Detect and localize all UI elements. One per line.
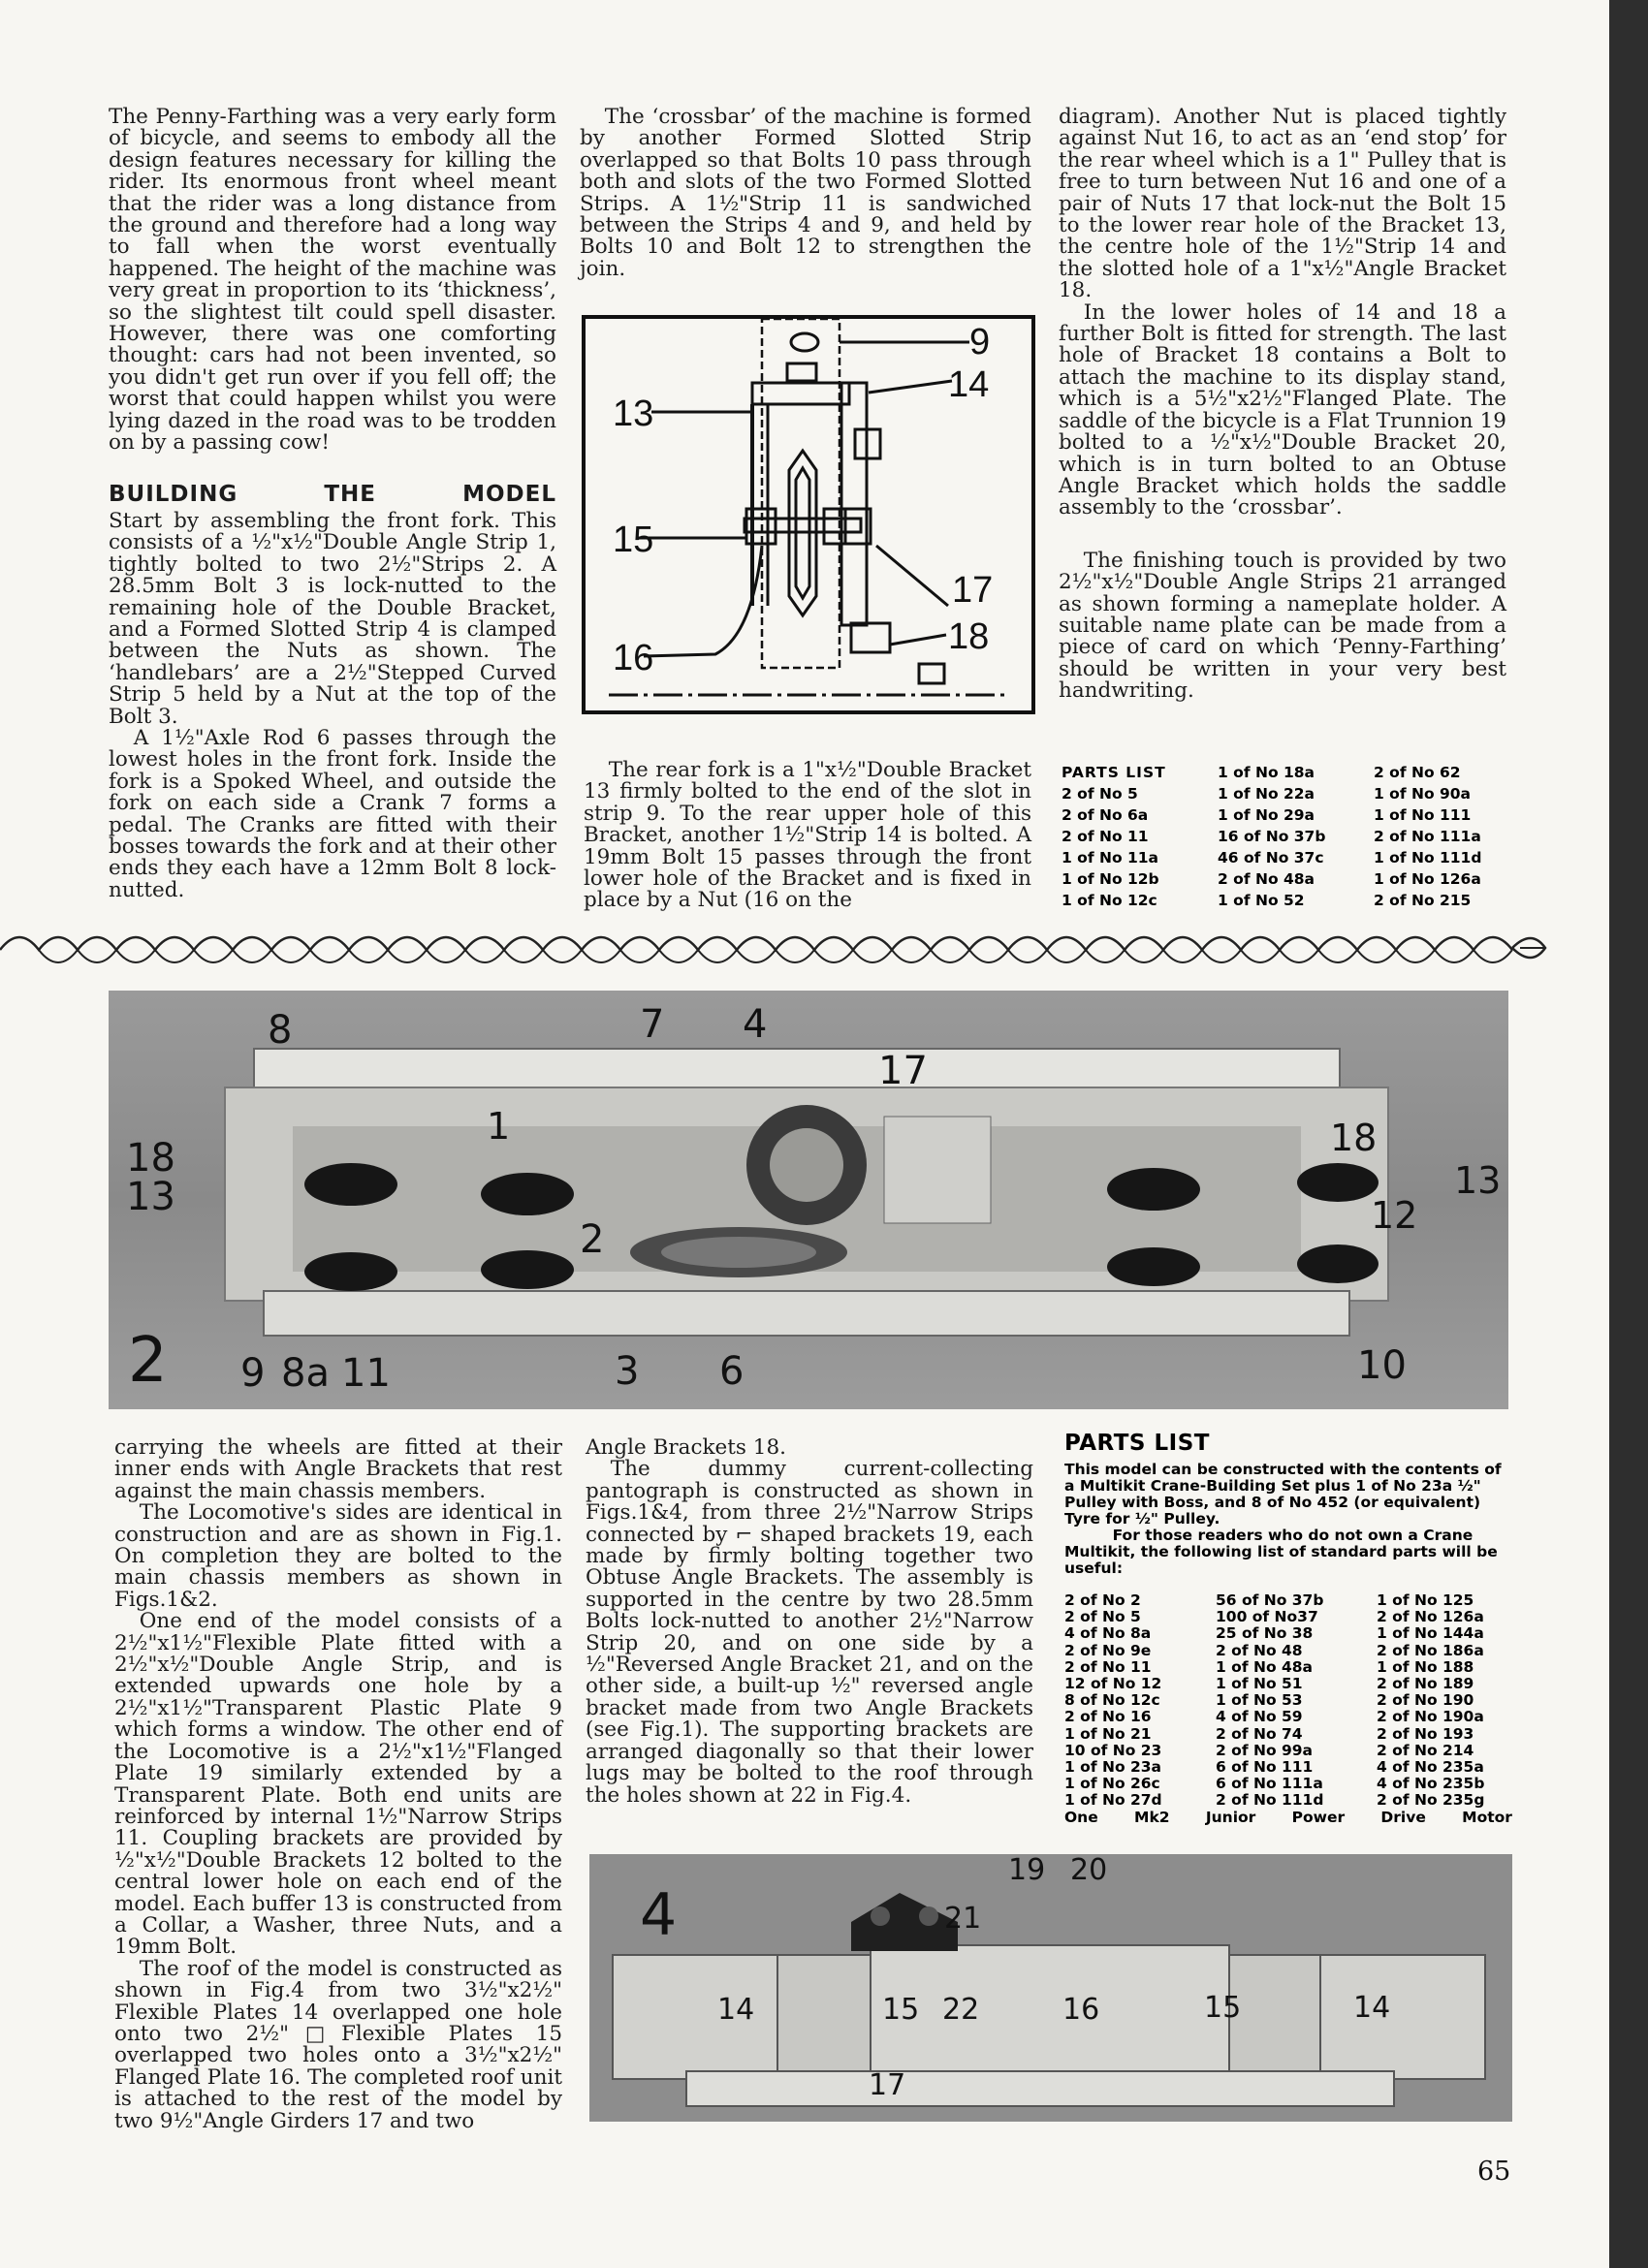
part-item: 1 of No 51 (1216, 1675, 1303, 1693)
part-item: 2 of No 5 (1062, 785, 1138, 803)
nameplate-paragraph: The finishing touch is provided by two 2½"x½"Double Angle Strips 21 arranged as shown forming a nameplate holder. A suitable name plate can be made from a piece of card on which ‘Penny-Farthing’ should be written in your very best handwriting. (1059, 548, 1506, 704)
part-item: 2 of No 2 (1064, 1591, 1141, 1609)
axle-rod-paragraph: A 1½"Axle Rod 6 passes through the lowest holes in the front fork. Inside the fork is a Spoked Wheel, and outside the fork on each side a Crank 7 forms a pedal. The Cranks are fitted with their bosses towards the fork and at their other ends they each have a 12mm Bolt 8 lock-nutted. (109, 725, 556, 902)
figure-number: 2 (128, 1325, 168, 1397)
part-item: 1 of No 53 (1216, 1691, 1303, 1710)
wheels-paragraph: carrying the wheels are fitted at their inner ends with Angle Brackets that rest against the main chassis members. (114, 1435, 562, 1503)
diagram-label: 15 (613, 520, 654, 560)
page-edge-shadow (1609, 0, 1648, 2268)
angle-brackets-line: Angle Brackets 18. (586, 1435, 786, 1460)
part-item: 4 of No 235a (1377, 1758, 1484, 1777)
parts-list-bottom (1064, 1431, 1512, 1826)
part-item: 1 of No 90a (1374, 785, 1472, 803)
part-item: 1 of No 18a (1218, 764, 1315, 781)
diagram-label: 18 (948, 616, 990, 657)
part-item: 2 of No 111a (1374, 828, 1481, 845)
part-item: 1 of No 111 (1374, 806, 1472, 824)
diagram-label: 13 (613, 394, 654, 434)
fig2-label: 13 (1454, 1159, 1502, 1202)
fig2-label: 3 (615, 1349, 640, 1394)
sides-paragraph: The Locomotive's sides are identical in construction and are as shown in Fig.1. On completion they are bolted to the main chassis members as shown in Figs.1&2. (114, 1500, 562, 1612)
fig2-label: 2 (580, 1217, 605, 1262)
fig4-label: 17 (869, 2068, 906, 2102)
fig4-label: 15 (1204, 1991, 1242, 2025)
fig4-label: 15 (882, 1993, 920, 2027)
part-item: 1 of No 48a (1216, 1657, 1314, 1676)
column-1-bottom (114, 1437, 562, 2132)
figure-2-photo (109, 991, 1508, 1409)
intro-paragraph: The Penny-Farthing was a very early form of bicycle, and seems to embody all the design features necessary for killing the rider. Its enormous front wheel meant that the rider was a long distance from the ground and therefore had a long way to fall when the worst eventually happened. The height of the machine was very great in proportion to its ‘thickness’, so the slightest tilt could spell disaster. However, there was one comforting thought: cars had not been invented, so you didn't get run over if you fell off; the worst that could happen whilst you were lying dazed in the road was to be trodden on by a passing cow! (109, 105, 556, 456)
fig4-label: 16 (1062, 1993, 1100, 2027)
part-item: 4 of No 235b (1377, 1775, 1485, 1793)
fig4-label: 21 (944, 1902, 982, 1936)
crossbar-paragraph: The ‘crossbar’ of the machine is formed by another Formed Slotted Strip overlapped so that Bolts 10 pass through both and slots of the two Formed Slotted Strips. A 1½"Strip 11 is sandwiched between the Strips 4 and 9, and held by Bolts 10 and Bolt 12 to strengthen the join. (580, 105, 1031, 281)
part-item: 16 of No 37b (1218, 828, 1326, 845)
column-3-top (1059, 107, 1506, 703)
column-2-top-a (580, 107, 1031, 280)
part-item: 2 of No 11 (1064, 1657, 1152, 1676)
fig2-label: 18 (1330, 1117, 1378, 1159)
diagram-label: 17 (952, 570, 994, 611)
fig4-label: 22 (942, 1993, 980, 2027)
part-item: 2 of No 189 (1377, 1675, 1474, 1693)
column-1-top (109, 107, 556, 901)
part-item: 2 of No 9e (1064, 1641, 1152, 1659)
part-item: 2 of No 214 (1377, 1741, 1474, 1759)
part-item: 1 of No 11a (1062, 849, 1159, 866)
nut-paragraph: diagram). Another Nut is placed tightly against Nut 16, to act as an ‘end stop’ for the rear wheel which is a 1" Pulley that is free to turn between Nut 16 and one of a pair of Nuts 17 that lock-nut the Bolt 15 to the lower rear hole of the Bracket 13, the centre hole of the 1½"Strip 14 and the slotted hole of a 1"x½"Angle Bracket 18. (1059, 105, 1506, 303)
part-item: 2 of No 5 (1064, 1608, 1141, 1626)
rear-fork-diagram (582, 315, 1035, 714)
part-item: 2 of No 16 (1064, 1708, 1152, 1726)
part-item: 1 of No 12c (1062, 892, 1157, 909)
part-item: 2 of No 215 (1374, 892, 1472, 909)
part-item: 4 of No 8a (1064, 1624, 1152, 1643)
fig2-label: 13 (126, 1175, 175, 1219)
saddle-paragraph: In the lower holes of 14 and 18 a further Bolt is fitted for strength. The last hole of Bracket 18 contains a Bolt to attach the machine to its display stand, which is a 5½"x2½"Flanged Plate. The saddle of the bicycle is a Flat Trunnion 19 bolted to a ½"x½"Double Bracket 20, which is in turn bolted to an Obtuse Angle Bracket which holds the saddle assembly to the ‘crossbar’. (1059, 299, 1506, 520)
part-item: 25 of No 38 (1216, 1624, 1314, 1643)
parts-column (1216, 1592, 1371, 1810)
part-item: 1 of No 26c (1064, 1775, 1160, 1793)
part-item: 10 of No 23 (1064, 1741, 1162, 1759)
figure-number: 4 (640, 1881, 678, 1949)
fig2-label: 1 (487, 1105, 511, 1148)
part-item: 1 of No 111d (1374, 849, 1482, 866)
part-item: 2 of No 6a (1062, 806, 1149, 824)
decorative-divider (0, 921, 1570, 979)
diagram-label: 16 (613, 638, 654, 678)
part-item: 1 of No 23a (1064, 1758, 1162, 1777)
end-units-paragraph: One end of the model consists of a 2½"x1½"Flexible Plate fitted with a 2½"x½"Double Angle Strip, and is extended upwards one hole by a 2½"x1½"Transparent Plastic Plate 9 which forms a window. The other end of the Locomotive is a 2½"x1½"Flanged Plate 19 similarly extended by a Transparent Plate. Both end units are reinforced by internal 1½"Narrow Strips 11. Coupling brackets are provided by ½"x½"Double Brackets 12 bolted to the central lower hole on each end of the model. Each buffer 13 is constructed from a Collar, a Washer, three Nuts, and a 19mm Bolt. (114, 1609, 562, 1960)
parts-list-top (1062, 762, 1509, 911)
pantograph-paragraph: The dummy current-collecting pantograph is constructed as shown in Figs.1&4, from three 2½"Narrow Strips connected by ⌐ shaped brackets 19, each made by firmly bolting together two Obtuse Angle Brackets. The assembly is supported in the centre by two 28.5mm Bolts lock-nutted to another 2½"Narrow Strip 20, and on one side by a ½"Reversed Angle Bracket 21, and on the other side, a built-up ½" reversed angle bracket made from two Angle Brackets (see Fig.1). The supporting brackets are arranged diagonally so that their lower lugs may be bolted to the roof through the holes shown at 22 in Fig.4. (586, 1457, 1033, 1808)
part-item: 6 of No 111 (1216, 1758, 1314, 1777)
parts-column (1377, 1592, 1512, 1810)
fig2-label: 12 (1371, 1194, 1418, 1237)
part-item: 2 of No 74 (1216, 1724, 1303, 1743)
part-item: 1 of No 21 (1064, 1724, 1152, 1743)
fig2-label: 4 (743, 1002, 768, 1047)
part-item: 2 of No 48a (1218, 870, 1315, 888)
part-item: 2 of No 235g (1377, 1791, 1485, 1810)
diagram-label: 14 (948, 364, 990, 405)
fig2-label: 17 (878, 1049, 928, 1093)
part-item: 2 of No 186a (1377, 1641, 1484, 1659)
part-item: 2 of No 190a (1377, 1708, 1484, 1726)
part-item: 1 of No 126a (1374, 870, 1481, 888)
part-item: 1 of No 22a (1218, 785, 1315, 803)
fig2-label: 8a (281, 1351, 330, 1396)
fig4-label: 20 (1070, 1853, 1108, 1887)
front-fork-paragraph: Start by assembling the front fork. This consists of a ½"x½"Double Angle Strip 1, tightly bolted to two 2½"Strips 2. A 28.5mm Bolt 3 is lock-nutted to the remaining hole of the Double Bracket, and a Formed Slotted Strip 4 is clamped between the Nuts as shown. The ‘handlebars’ are a 2½"Stepped Curved Strip 5 held by a Nut at the top of the Bolt 3. (109, 508, 556, 729)
part-item: 56 of No 37b (1216, 1591, 1324, 1609)
part-item: 6 of No 111a (1216, 1775, 1323, 1793)
fig2-label: 6 (719, 1349, 745, 1394)
fig2-label: 8 (268, 1008, 293, 1053)
part-item: 1 of No 52 (1218, 892, 1305, 909)
page-number: 65 (1477, 2157, 1511, 2187)
part-item: 2 of No 126a (1377, 1608, 1484, 1626)
parts-note: For those readers who do not own a Crane Multikit, the following list of standard parts will be useful: (1064, 1527, 1498, 1577)
part-item: 100 of No37 (1216, 1608, 1318, 1626)
fig2-label: 11 (341, 1351, 391, 1396)
parts-list-heading: PARTS LIST (1064, 1431, 1210, 1456)
part-item: 2 of No 99a (1216, 1741, 1314, 1759)
column-2-bottom (586, 1437, 1033, 1807)
fig4-label: 14 (717, 1993, 755, 2027)
part-item: 1 of No 188 (1377, 1657, 1474, 1676)
fig2-label: 18 (126, 1136, 175, 1181)
rear-fork-paragraph: The rear fork is a 1"x½"Double Bracket 13 firmly bolted to the end of the slot in strip 9. To the rear upper hole of this Bracket, another 1½"Strip 14 is bolted. A 19mm Bolt 15 passes through the front lower hole of the Bracket and is fixed in place by a Nut (16 on the (584, 758, 1031, 913)
part-item: 1 of No 27d (1064, 1791, 1162, 1810)
fig2-label: 7 (640, 1002, 665, 1047)
parts-footer: One Mk2 Junior Power Drive Motor (1064, 1808, 1512, 1826)
part-item: 8 of No 12c (1064, 1691, 1160, 1710)
parts-note: This model can be constructed with the contents of a Multikit Crane-Building Set plus 1 of No 23a ½" Pulley with Boss, and 8 of No 452 (or equivalent) Tyre for ½" Pulley. (1064, 1461, 1502, 1528)
part-item: 2 of No 62 (1374, 764, 1461, 781)
fig4-label: 19 (1008, 1853, 1046, 1887)
part-item: 2 of No 11 (1062, 828, 1149, 845)
part-item: 46 of No 37c (1218, 849, 1324, 866)
parts-column (1064, 1592, 1210, 1810)
column-2-top-b (584, 760, 1031, 912)
parts-list-title: PARTS LIST (1062, 764, 1166, 781)
fig2-label: 9 (240, 1351, 266, 1396)
part-item: 1 of No 144a (1377, 1624, 1484, 1643)
fig4-label: 14 (1353, 1991, 1391, 2025)
fig2-label: 10 (1357, 1343, 1407, 1388)
roof-paragraph: The roof of the model is constructed as shown in Fig.4 from two 3½"x2½" Flexible Plates 14 overlapped one hole onto two 2½"□Flexible Plates 15 overlapped two holes onto a 3½"x2½" Flanged Plate 16. The completed roof unit is attached to the rest of the model by two 9½"Angle Girders 17 and two (114, 1956, 562, 2133)
part-item: 1 of No 29a (1218, 806, 1315, 824)
part-item: 2 of No 48 (1216, 1641, 1303, 1659)
part-item: 1 of No 125 (1377, 1591, 1474, 1609)
diagram-label: 9 (969, 322, 991, 362)
part-item: 2 of No 193 (1377, 1724, 1474, 1743)
part-item: 2 of No 111d (1216, 1791, 1324, 1810)
part-item: 1 of No 12b (1062, 870, 1159, 888)
part-item: 2 of No 190 (1377, 1691, 1474, 1710)
building-the-model-heading: BUILDING THE MODEL (109, 481, 556, 507)
figure-4-photo (589, 1854, 1512, 2122)
part-item: 4 of No 59 (1216, 1708, 1303, 1726)
part-item: 12 of No 12 (1064, 1675, 1162, 1693)
